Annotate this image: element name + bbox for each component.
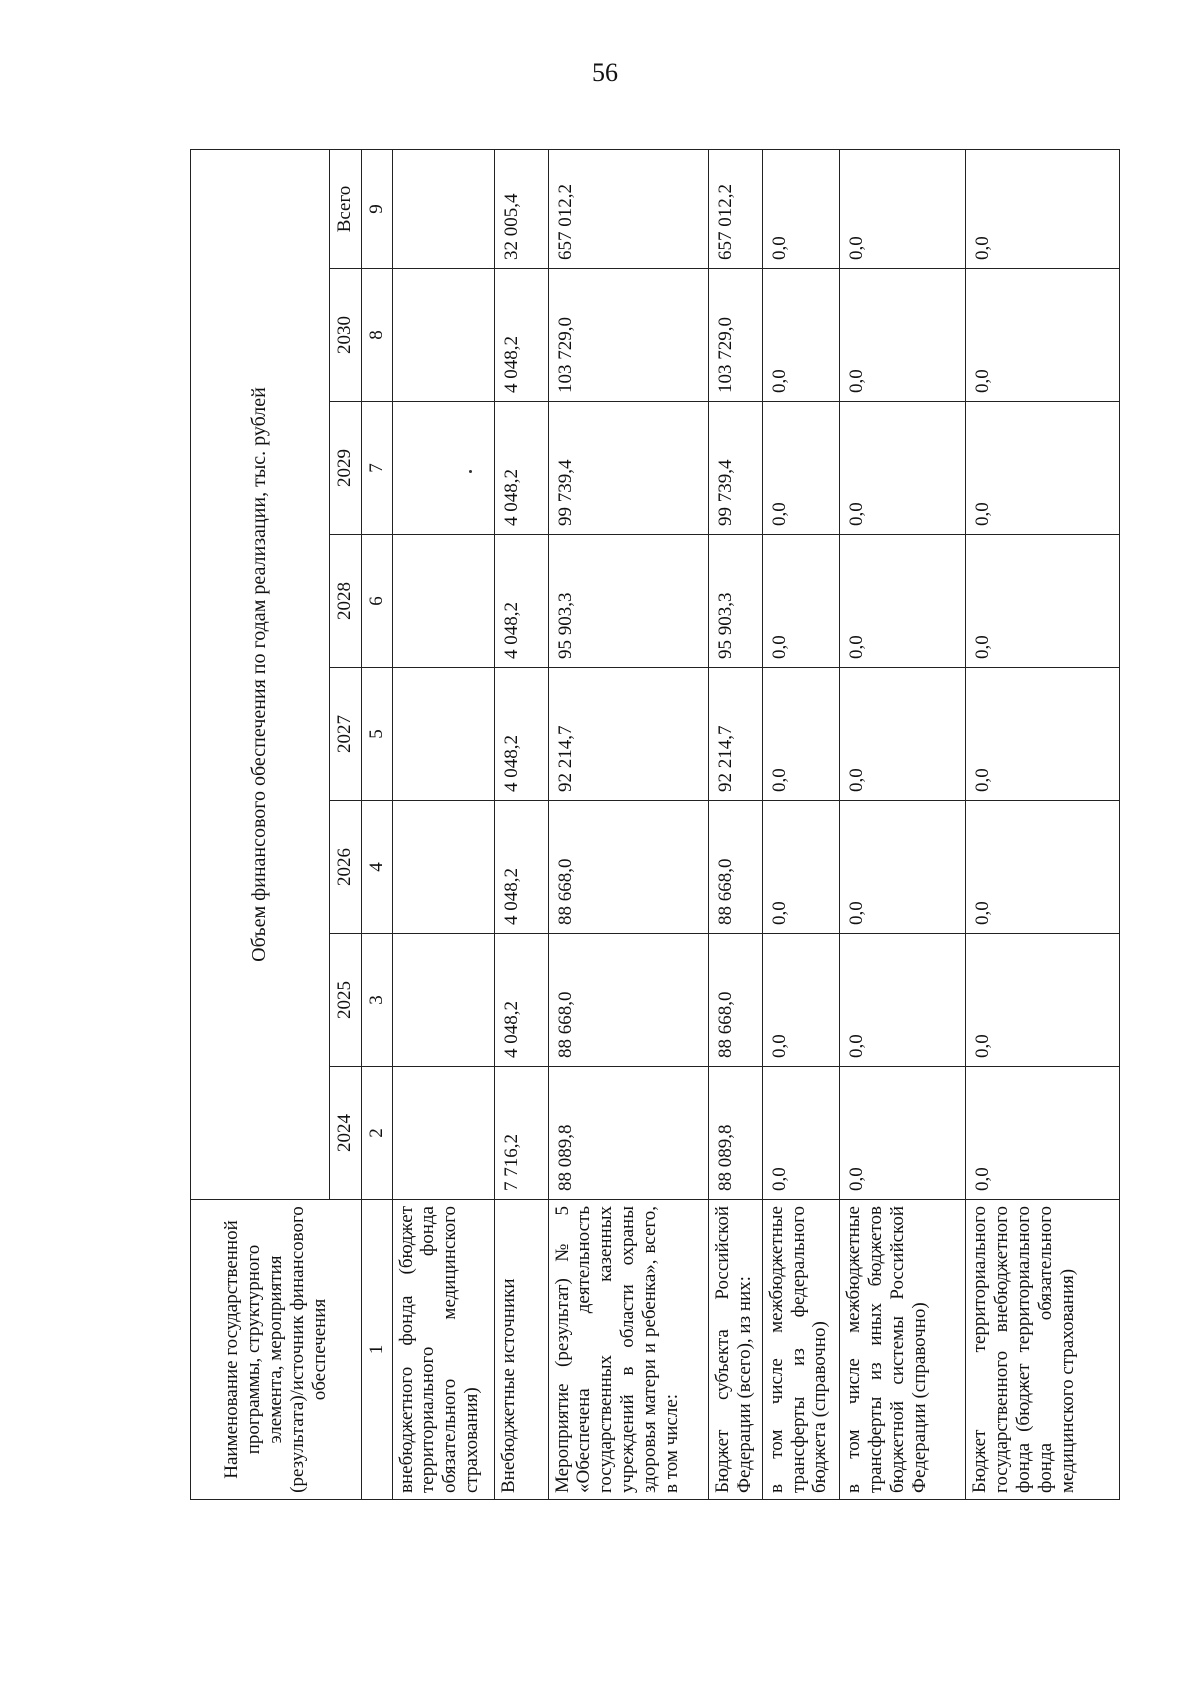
- column-number: 2: [361, 1067, 392, 1200]
- row-value: 88 668,0: [548, 801, 708, 934]
- row-value: 0,0: [966, 149, 1120, 268]
- row-value: 0,0: [762, 801, 839, 934]
- rotated-table-wrapper: [190, 150, 1120, 1500]
- row-name: Бюджет территориального государственного внебюджетного фонда (бюджет территориального фонда обязательного медицинского страхования): [966, 1200, 1120, 1500]
- row-value: 88 089,8: [548, 1067, 708, 1200]
- year-header: 2030: [329, 269, 361, 402]
- row-name: Бюджет субъекта Российской Федерации (всего), из них:: [708, 1200, 762, 1500]
- row-value: 0,0: [840, 801, 966, 934]
- row-value: [392, 269, 495, 402]
- year-header: 2025: [329, 934, 361, 1067]
- year-header-total: Всего: [329, 149, 361, 268]
- row-name: в том числе межбюджетные трансферты из федерального бюджета (справочно): [762, 1200, 839, 1500]
- column-number: 9: [361, 149, 392, 268]
- year-header: 2027: [329, 668, 361, 801]
- row-value: 0,0: [966, 269, 1120, 402]
- row-value: 0,0: [840, 535, 966, 668]
- row-value: 0,0: [840, 1067, 966, 1200]
- year-header: 2028: [329, 535, 361, 668]
- row-value: 103 729,0: [548, 269, 708, 402]
- row-value: [392, 934, 495, 1067]
- row-value: 0,0: [762, 668, 839, 801]
- column-number: 5: [361, 668, 392, 801]
- row-value: 0,0: [762, 269, 839, 402]
- row-value: 99 739,4: [548, 402, 708, 535]
- row-value: 0,0: [840, 402, 966, 535]
- page-number: 56: [592, 58, 618, 87]
- row-value: 88 668,0: [548, 934, 708, 1067]
- row-value: 0,0: [966, 801, 1120, 934]
- header-span-cell: Объем финансового обеспечения по годам реализации, тыс. рублей: [191, 149, 330, 1199]
- row-value: [392, 1067, 495, 1200]
- row-value: 0,0: [762, 149, 839, 268]
- row-value: 7 716,2: [495, 1067, 548, 1200]
- financing-table: [190, 149, 1120, 1500]
- row-name: внебюджетного фонда (бюджет территориального фонда обязательного медицинского страхования): [392, 1200, 495, 1500]
- row-value: 0,0: [966, 1067, 1120, 1200]
- column-number-row: [361, 149, 392, 1499]
- row-value: 0,0: [966, 535, 1120, 668]
- row-value: 32 005,4: [495, 149, 548, 268]
- row-value: 0,0: [762, 934, 839, 1067]
- table-row: [495, 149, 548, 1499]
- column-number: 6: [361, 535, 392, 668]
- column-number: 3: [361, 934, 392, 1067]
- column-number: 7: [361, 402, 392, 535]
- table-row: [966, 149, 1120, 1499]
- row-value: 4 048,2: [495, 535, 548, 668]
- row-value: 657 012,2: [708, 149, 762, 268]
- row-value: [392, 801, 495, 934]
- row-name: в том числе межбюджетные трансферты из иных бюджетов бюджетной системы Российской Федерации (справочно): [840, 1200, 966, 1500]
- year-header: 2026: [329, 801, 361, 934]
- header-name-cell: Наименование государственной программы, структурного элемента, мероприятия (результата)/источник финансового обеспечения: [191, 1200, 362, 1500]
- row-value: 0,0: [840, 934, 966, 1067]
- row-value: 0,0: [840, 668, 966, 801]
- table-row: [708, 149, 762, 1499]
- table-row: [392, 149, 495, 1499]
- row-value: 92 214,7: [708, 668, 762, 801]
- year-header: 2029: [329, 402, 361, 535]
- row-value: 92 214,7: [548, 668, 708, 801]
- row-value: 0,0: [966, 402, 1120, 535]
- row-name: Внебюджетные источники: [495, 1200, 548, 1500]
- row-value: 88 089,8: [708, 1067, 762, 1200]
- row-value: [392, 535, 495, 668]
- table-row: [840, 149, 966, 1499]
- row-value: 4 048,2: [495, 402, 548, 535]
- row-value: 4 048,2: [495, 801, 548, 934]
- row-value: 0,0: [966, 934, 1120, 1067]
- row-value: 95 903,3: [708, 535, 762, 668]
- table-row: [762, 149, 839, 1499]
- column-number: 4: [361, 801, 392, 934]
- row-value: 0,0: [762, 1067, 839, 1200]
- row-value: 103 729,0: [708, 269, 762, 402]
- column-number: 8: [361, 269, 392, 402]
- row-value: 0,0: [762, 535, 839, 668]
- row-value: 0,0: [840, 149, 966, 268]
- row-name: Мероприятие (результат) № 5 «Обеспечена деятельность государственных казенных учреждений в области охраны здоровья матери и ребенка», всего, в том числе:: [548, 1200, 708, 1500]
- row-value: 99 739,4: [708, 402, 762, 535]
- row-value: 88 668,0: [708, 801, 762, 934]
- row-value: 4 048,2: [495, 269, 548, 402]
- row-value: 95 903,3: [548, 535, 708, 668]
- row-value: 0,0: [966, 668, 1120, 801]
- row-value: [392, 402, 495, 535]
- row-value: 4 048,2: [495, 934, 548, 1067]
- table-row: [548, 149, 708, 1499]
- row-value: 0,0: [762, 402, 839, 535]
- row-value: 657 012,2: [548, 149, 708, 268]
- header-row-main: [191, 149, 330, 1499]
- row-value: 88 668,0: [708, 934, 762, 1067]
- year-header: 2024: [329, 1067, 361, 1200]
- row-value: [392, 668, 495, 801]
- row-value: 0,0: [840, 269, 966, 402]
- row-value: 4 048,2: [495, 668, 548, 801]
- row-value: [392, 149, 495, 268]
- column-number: 1: [361, 1200, 392, 1500]
